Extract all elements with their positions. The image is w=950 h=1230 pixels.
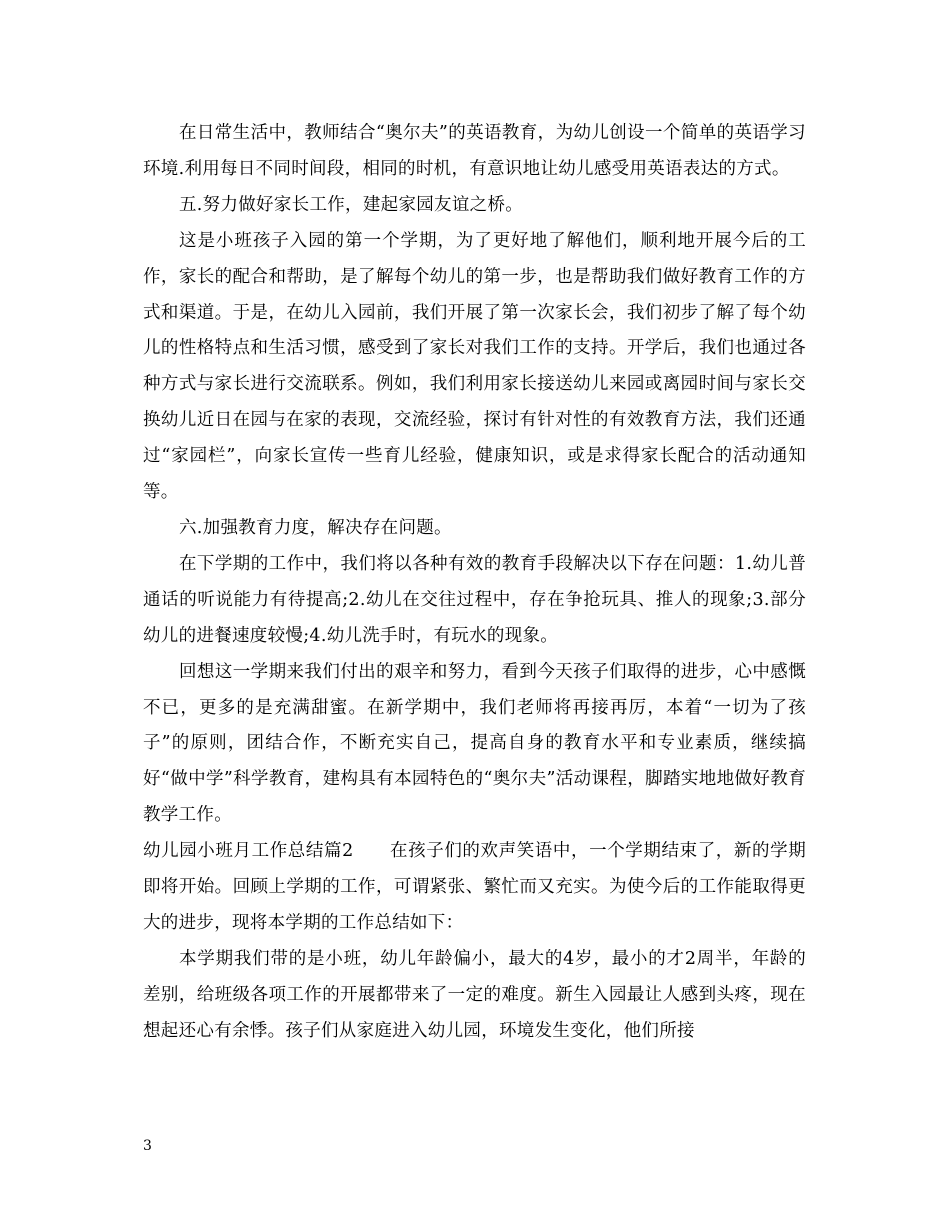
page-number: 3 <box>143 1138 152 1154</box>
paragraph: 回想这一学期来我们付出的艰辛和努力，看到今天孩子们取得的进步，心中感慨不已，更多的是充满甜蜜。在新学期中，我们老师将再接再厉，本着“一切为了孩子”的原则，团结合作，不断充实自己，提高自身的教育水平和专业素质，继续搞好“做中学”科学教育，建构具有本园特色的“奥尔夫”活动课程，脚踏实地地做好教育教学工作。 <box>143 661 806 826</box>
section-heading: 六.加强教育力度，解决存在问题。 <box>179 517 452 538</box>
paragraph: 在下学期的工作中，我们将以各种有效的教育手段解决以下存在问题：1.幼儿普通话的听说能力有待提高;2.幼儿在交往过程中，存在争抢玩具、推人的现象;3.部分幼儿的进餐速度较慢;4.幼儿洗手时，有玩水的现象。 <box>143 553 806 646</box>
body-text <box>143 116 806 1050</box>
paragraph: 这是小班孩子入园的第一个学期，为了更好地了解他们，顺利地开展今后的工作，家长的配合和帮助，是了解每个幼儿的第一步，也是帮助我们做好教育工作的方式和渠道。于是，在幼儿入园前，我们开展了第一次家长会，我们初步了解了每个幼儿的性格特点和生活习惯，感受到了家长对我们工作的支持。开学后，我们也通过各种方式与家长进行交流联系。例如，我们利用家长接送幼儿来园或离园时间与家长交换幼儿近日在园与在家的表现，交流经验，探讨有针对性的有效教育方法，我们还通过“家园栏”，向家长宣传一些育儿经验，健康知识，或是求得家长配合的活动通知等。 <box>143 230 806 503</box>
article-title-paragraph: 幼儿园小班月工作总结篇2 在孩子们的欢声笑语中，一个学期结束了，新的学期即将开始。回顾上学期的工作，可谓紧张、繁忙而又充实。为使今后的工作能取得更大的进步，现将本学期的工作总结如下： <box>143 841 806 933</box>
section-heading: 五.努力做好家长工作，建起家园友谊之桥。 <box>179 194 524 215</box>
paragraph: 在日常生活中，教师结合“奥尔夫”的英语教育，为幼儿创设一个简单的英语学习环境.利用每日不同时间段，相同的时机，有意识地让幼儿感受用英语表达的方式。 <box>143 123 806 179</box>
paragraph: 本学期我们带的是小班，幼儿年龄偏小，最大的4岁，最小的才2周半，年龄的差别，给班级各项工作的开展都带来了一定的难度。新生入园最让人感到头疼，现在想起还心有余悸。孩子们从家庭进入幼儿园，环境发生变化，他们所接 <box>143 948 806 1041</box>
